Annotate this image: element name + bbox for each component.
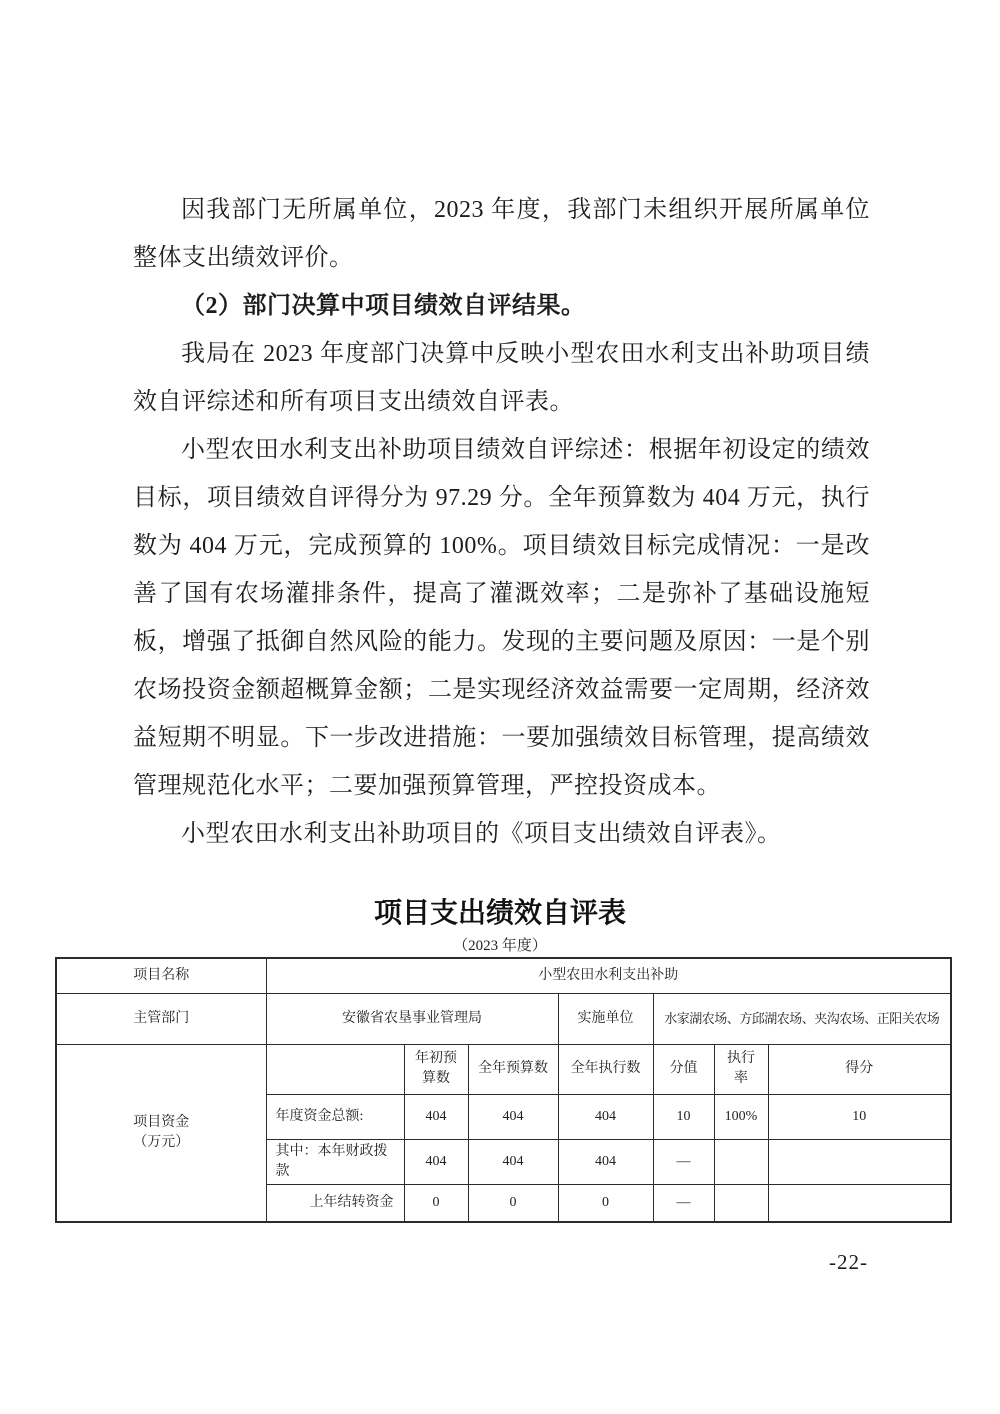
implementing-unit-label-cell: 实施单位 xyxy=(558,993,653,1044)
header-annual-execution: 全年执行数 xyxy=(558,1044,653,1094)
carryover-annual-budget-cell: 0 xyxy=(468,1184,558,1222)
body-text xyxy=(133,186,870,858)
fund-subrow-header-empty-cell xyxy=(266,1044,404,1094)
page-number: -22- xyxy=(829,1250,868,1274)
carryover-execution-rate-cell xyxy=(714,1184,768,1222)
project-name-label-cell: 项目名称 xyxy=(56,958,266,993)
total-annual-execution-cell: 404 xyxy=(558,1094,653,1139)
total-annual-budget-cell: 404 xyxy=(468,1094,558,1139)
carryover-annual-execution-cell: 0 xyxy=(558,1184,653,1222)
department-label-cell: 主管部门 xyxy=(56,993,266,1044)
table-row-fund-headers xyxy=(56,1044,951,1094)
fiscal-execution-rate-cell xyxy=(714,1139,768,1184)
carryover-initial-budget-cell: 0 xyxy=(404,1184,468,1222)
fiscal-annual-execution-cell: 404 xyxy=(558,1139,653,1184)
paragraph-self-evaluation-summary: 小型农田水利支出补助项目绩效自评综述：根据年初设定的绩效目标，项目绩效自评得分为 97.29 分。全年预算数为 404 万元，执行数为 404 万元，完成预算的 100%。项目绩效目标完成情况：一是改善了国有农场灌排条件，提高了灌溉效率；二是弥补了基础设施短板，增强了抵御自然风险的能力。发现的主要问题及原因：一是个别农场投资金额超概算金额；二是实现经济效益需要一定周期，经济效益短期不明显。下一步改进措施：一要加强绩效目标管理，提高绩效管理规范化水平；二要加强预算管理，严控投资成本。 xyxy=(133,437,870,799)
carryover-label-cell: 上年结转资金 xyxy=(266,1184,404,1222)
fiscal-annual-budget-cell: 404 xyxy=(468,1139,558,1184)
table-row-department xyxy=(56,993,951,1044)
project-name-value-cell: 小型农田水利支出补助 xyxy=(266,958,951,993)
total-score-cell: 10 xyxy=(768,1094,951,1139)
header-execution-rate: 执行率 xyxy=(714,1044,768,1094)
carryover-score-value-cell: — xyxy=(653,1184,714,1222)
fiscal-score-cell xyxy=(768,1139,951,1184)
paragraph-table-reference: 小型农田水利支出补助项目的《项目支出绩效自评表》。 xyxy=(181,821,782,847)
paragraph-no-subordinate-units: 因我部门无所属单位，2023 年度，我部门未组织开展所属单位整体支出绩效评价。 xyxy=(133,197,870,271)
header-score-value: 分值 xyxy=(653,1044,714,1094)
header-annual-budget: 全年预算数 xyxy=(468,1044,558,1094)
paragraph-reflected-in-final-accounts: 我局在 2023 年度部门决算中反映小型农田水利支出补助项目绩效自评综述和所有项目支出绩效自评表。 xyxy=(133,341,870,415)
performance-self-evaluation-table xyxy=(55,957,952,1223)
total-execution-rate-cell: 100% xyxy=(714,1094,768,1139)
table-title: 项目支出绩效自评表 xyxy=(373,897,626,928)
project-funds-label-line1: 项目资金 xyxy=(133,1114,190,1130)
total-funds-label-cell: 年度资金总额: xyxy=(266,1094,404,1139)
project-funds-label-cell xyxy=(56,1044,266,1222)
fiscal-score-value-cell: — xyxy=(653,1139,714,1184)
header-score: 得分 xyxy=(768,1044,951,1094)
table-subtitle-year: （2023 年度） xyxy=(453,938,547,954)
fiscal-appropriation-label-cell: 其中：本年财政拨款 xyxy=(266,1139,404,1184)
fiscal-initial-budget-cell: 404 xyxy=(404,1139,468,1184)
section-heading-self-evaluation-results: （2）部门决算中项目绩效自评结果。 xyxy=(181,293,586,319)
carryover-score-cell xyxy=(768,1184,951,1222)
implementing-unit-value-cell: 水家湖农场、方邱湖农场、夹沟农场、正阳关农场 xyxy=(653,993,951,1044)
total-score-value-cell: 10 xyxy=(653,1094,714,1139)
project-funds-label-line2: （万元） xyxy=(133,1134,190,1150)
table-row-project-name xyxy=(56,958,951,993)
total-initial-budget-cell: 404 xyxy=(404,1094,468,1139)
header-initial-budget: 年初预算数 xyxy=(404,1044,468,1094)
department-value-cell: 安徽省农垦事业管理局 xyxy=(266,993,558,1044)
